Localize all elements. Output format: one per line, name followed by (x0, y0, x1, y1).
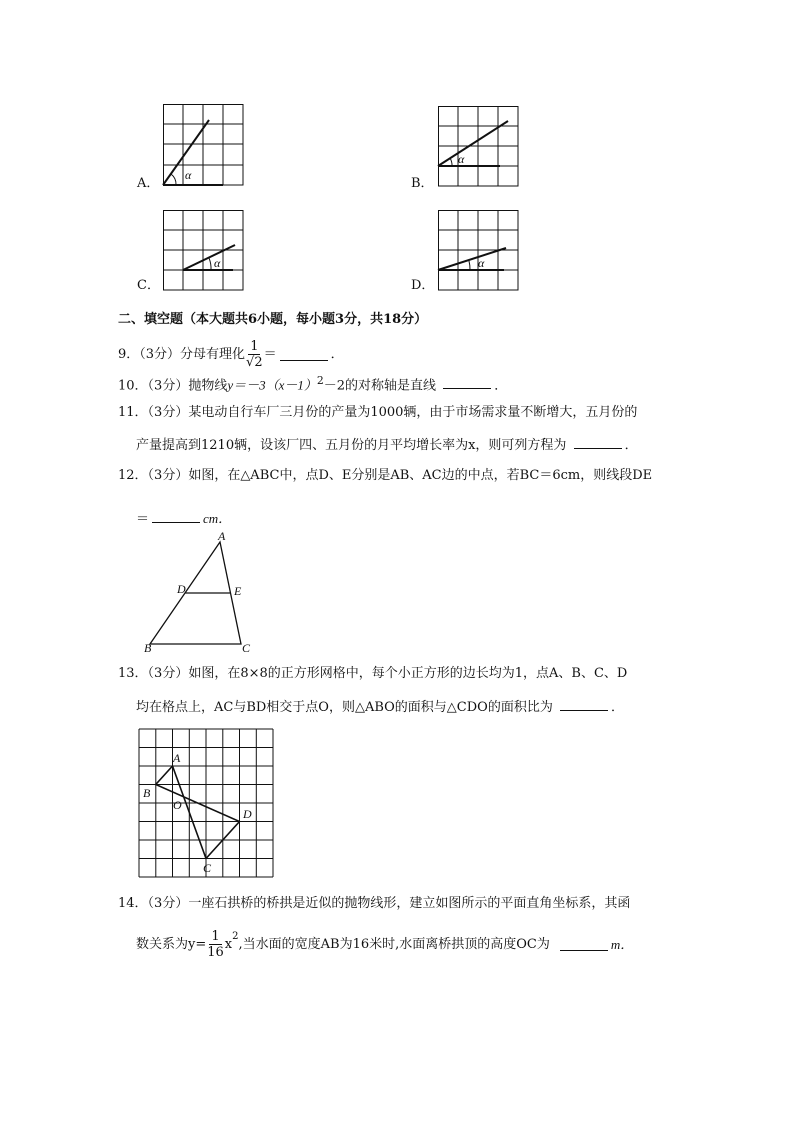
denominator: 16 (207, 945, 224, 960)
numerator: 1 (211, 929, 220, 944)
question-11-line2 (136, 436, 638, 454)
point-b-label: B (144, 641, 152, 655)
fraction (207, 929, 224, 960)
question-11-line1: 11．（3分）某电动自行车厂三月份的产量为1000辆，由于市场需求量不断增大，五月份的 (118, 405, 638, 420)
unit: m． (610, 936, 634, 952)
answer-blank[interactable] (280, 348, 328, 361)
point-o-label: O (173, 798, 182, 812)
angle-alpha-label: α (214, 256, 221, 270)
question-10 (118, 373, 507, 394)
equals: ＝ (136, 512, 150, 527)
answer-blank[interactable] (443, 376, 491, 389)
point-e-label: E (234, 584, 242, 598)
answer-blank[interactable] (560, 938, 608, 951)
option-a-label[interactable]: A． (137, 176, 160, 191)
question-13-line1: 13．（3分）如图，在8×8的正方形网格中，每个小正方形的边长均为1，点A、B、C、D (118, 666, 628, 681)
question-9 (118, 339, 344, 370)
point-a-label: A (218, 529, 226, 543)
period: ． (330, 346, 344, 362)
point-d-label: D (243, 807, 252, 821)
question-14-line1: 14．（3分）一座石拱桥的桥拱是近似的抛物线形，建立如图所示的平面直角坐标系，其函 (118, 896, 631, 911)
grid-8x8-figure (139, 729, 273, 877)
point-d-label: D (177, 582, 186, 596)
answer-blank[interactable] (560, 698, 608, 711)
option-a-figure (163, 104, 243, 185)
point-c-label: C (242, 641, 251, 655)
period: ． (624, 438, 638, 453)
q9-equals: ＝ (263, 346, 277, 362)
period: ． (610, 700, 624, 715)
variable-x: x (224, 936, 233, 952)
q11-text: 产量提高到1210辆，设该厂四、五月份的月平均增长率为x，则可列方程为 (136, 438, 567, 453)
period: ． (494, 378, 508, 394)
option-d-figure (438, 210, 518, 290)
answer-blank[interactable] (152, 510, 200, 523)
q10-text: 10．（3分）抛物线 (118, 378, 228, 394)
angle-alpha-label: α (185, 168, 192, 182)
angle-alpha-label: α (458, 152, 465, 166)
point-a-label: A (173, 751, 181, 765)
q10-equation: y＝－3（x－1） (227, 377, 317, 393)
point-c-label: C (203, 861, 212, 875)
denominator: √2 (246, 355, 263, 370)
option-b-label[interactable]: B． (411, 176, 434, 191)
q14-text: 数关系为y= (136, 936, 207, 952)
numerator: 1 (250, 339, 259, 354)
fraction (246, 339, 263, 370)
question-14-line2 (136, 929, 633, 960)
option-c-figure (163, 210, 243, 290)
q13-text: 均在格点上，AC与BD相交于点O，则△ABO的面积与△CDO的面积比为 (136, 700, 553, 715)
option-d-label[interactable]: D． (411, 278, 435, 293)
q10-text-rest: －2的对称轴是直线 (323, 378, 437, 394)
unit: cm． (203, 511, 232, 526)
option-b-figure (438, 106, 518, 186)
q14-text-mid: ,当水面的宽度AB为16米时,水面离桥拱顶的高度OC为 (238, 936, 550, 952)
question-12-line2 (136, 510, 231, 528)
exponent: 2 (316, 374, 324, 387)
point-b-label: B (143, 786, 151, 800)
q9-text: 9．（3分）分母有理化 (118, 346, 246, 362)
exponent: 2 (232, 931, 239, 942)
grid-lines (139, 729, 273, 877)
section-heading: 二、填空题（本大题共6小题，每小题3分，共18分） (118, 312, 428, 327)
triangle-abc-figure (140, 530, 260, 655)
answer-blank[interactable] (574, 436, 622, 449)
option-c-label[interactable]: C． (137, 278, 160, 293)
question-13-line2 (136, 698, 624, 716)
question-12-line1: 12．（3分）如图，在△ABC中，点D、E分别是AB、AC边的中点，若BC＝6cm，则线段DE (118, 468, 653, 483)
angle-alpha-label: α (478, 256, 485, 270)
